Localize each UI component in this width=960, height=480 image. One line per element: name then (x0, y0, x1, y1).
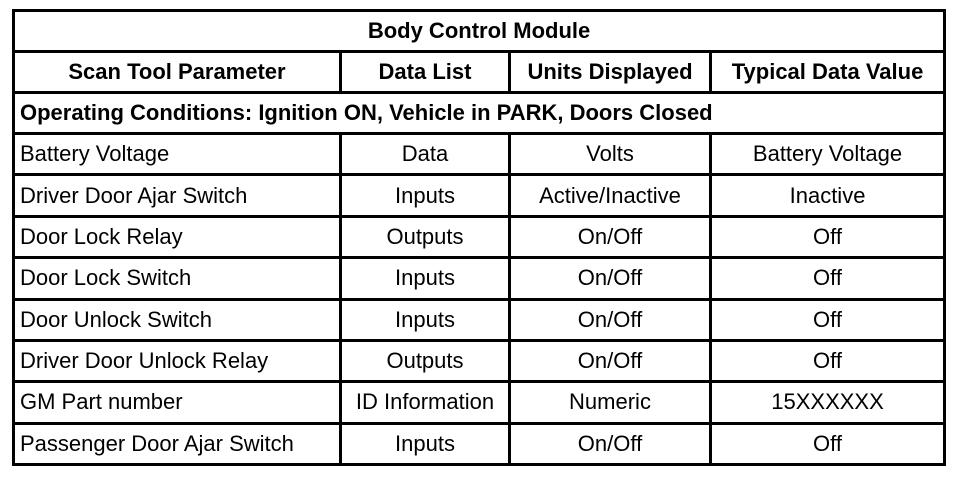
data-list-cell: Inputs (341, 423, 510, 464)
table-row (14, 175, 945, 216)
data-list-cell: Outputs (341, 340, 510, 381)
data-list-cell: Data (341, 134, 510, 175)
units-cell: On/Off (510, 299, 711, 340)
parameter-cell: Door Unlock Switch (14, 299, 341, 340)
units-cell: Numeric (510, 382, 711, 423)
typical-value-cell: 15XXXXXX (711, 382, 945, 423)
header-units-displayed: Units Displayed (510, 52, 711, 93)
parameter-cell: Driver Door Ajar Switch (14, 175, 341, 216)
typical-value-cell: Inactive (711, 175, 945, 216)
header-row (14, 52, 945, 93)
bcm-data-table (12, 9, 946, 466)
data-list-cell: Inputs (341, 258, 510, 299)
parameter-cell: Driver Door Unlock Relay (14, 340, 341, 381)
table-row (14, 299, 945, 340)
parameter-cell: Door Lock Switch (14, 258, 341, 299)
parameter-cell: Battery Voltage (14, 134, 341, 175)
units-cell: Active/Inactive (510, 175, 711, 216)
table-row (14, 423, 945, 464)
table-row (14, 216, 945, 257)
typical-value-cell: Battery Voltage (711, 134, 945, 175)
table-body (14, 134, 945, 465)
units-cell: On/Off (510, 423, 711, 464)
parameter-cell: Door Lock Relay (14, 216, 341, 257)
table-row (14, 134, 945, 175)
typical-value-cell: Off (711, 216, 945, 257)
header-scan-tool-parameter: Scan Tool Parameter (14, 52, 341, 93)
units-cell: On/Off (510, 340, 711, 381)
title-row (14, 11, 945, 52)
table-row (14, 258, 945, 299)
data-list-cell: ID Information (341, 382, 510, 423)
header-typical-data-value: Typical Data Value (711, 52, 945, 93)
typical-value-cell: Off (711, 423, 945, 464)
units-cell: On/Off (510, 216, 711, 257)
table-title: Body Control Module (14, 11, 945, 52)
table-row (14, 382, 945, 423)
units-cell: On/Off (510, 258, 711, 299)
units-cell: Volts (510, 134, 711, 175)
header-data-list: Data List (341, 52, 510, 93)
table-row (14, 340, 945, 381)
typical-value-cell: Off (711, 258, 945, 299)
typical-value-cell: Off (711, 340, 945, 381)
operating-conditions: Operating Conditions: Ignition ON, Vehicle in PARK, Doors Closed (14, 93, 945, 134)
parameter-cell: Passenger Door Ajar Switch (14, 423, 341, 464)
data-list-cell: Inputs (341, 175, 510, 216)
conditions-row (14, 93, 945, 134)
typical-value-cell: Off (711, 299, 945, 340)
data-list-cell: Inputs (341, 299, 510, 340)
data-list-cell: Outputs (341, 216, 510, 257)
parameter-cell: GM Part number (14, 382, 341, 423)
